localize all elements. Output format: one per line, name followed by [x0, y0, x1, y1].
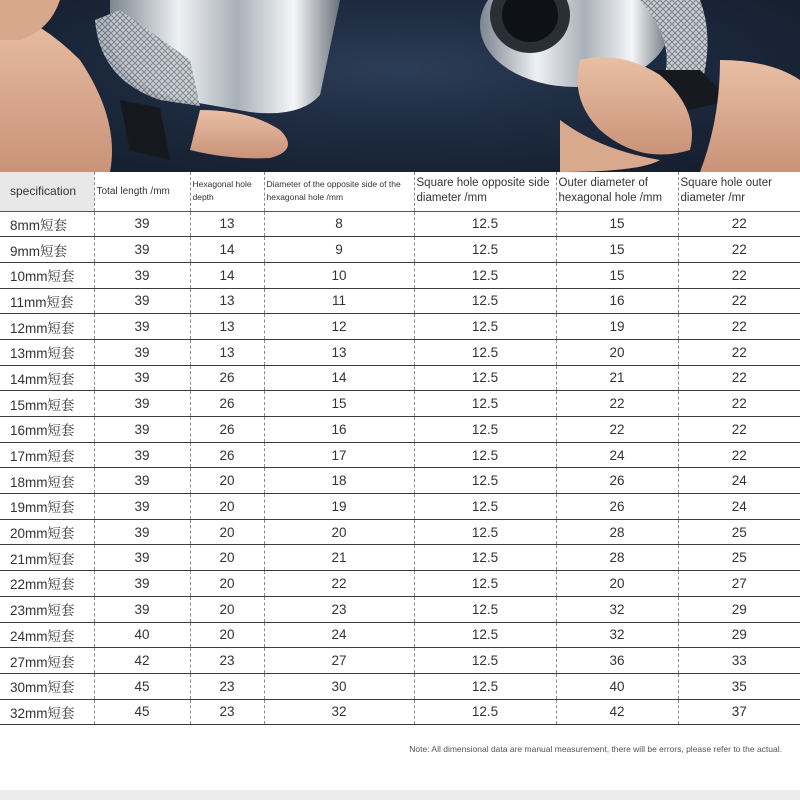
- cell-spec: 14mm短套: [0, 365, 94, 391]
- cell-square-opposite: 12.5: [414, 339, 556, 365]
- cell-square-opposite: 12.5: [414, 262, 556, 288]
- cell-hex-opposite: 10: [264, 262, 414, 288]
- cell-hex-depth: 20: [190, 596, 264, 622]
- table-row: [0, 417, 800, 443]
- table-header: [0, 172, 800, 211]
- cell-square-opposite: 12.5: [414, 211, 556, 237]
- cell-total-length: 39: [94, 494, 190, 520]
- cell-spec: 32mm短套: [0, 699, 94, 725]
- cell-square-outer: 22: [678, 237, 800, 263]
- cell-total-length: 39: [94, 442, 190, 468]
- cell-hex-opposite: 14: [264, 365, 414, 391]
- table-row: [0, 571, 800, 597]
- cell-hex-outer: 42: [556, 699, 678, 725]
- cell-spec: 19mm短套: [0, 494, 94, 520]
- table-row: [0, 288, 800, 314]
- cell-square-outer: 25: [678, 545, 800, 571]
- table-row: [0, 545, 800, 571]
- cell-hex-outer: 32: [556, 596, 678, 622]
- cell-square-outer: 22: [678, 442, 800, 468]
- cell-spec: 9mm短套: [0, 237, 94, 263]
- cell-hex-outer: 28: [556, 519, 678, 545]
- cell-hex-outer: 26: [556, 494, 678, 520]
- cell-hex-outer: 24: [556, 442, 678, 468]
- cell-hex-depth: 23: [190, 699, 264, 725]
- cell-hex-opposite: 32: [264, 699, 414, 725]
- cell-hex-depth: 26: [190, 365, 264, 391]
- cell-hex-depth: 23: [190, 673, 264, 699]
- cell-hex-outer: 36: [556, 648, 678, 674]
- cell-spec: 23mm短套: [0, 596, 94, 622]
- cell-square-opposite: 12.5: [414, 648, 556, 674]
- cell-hex-opposite: 17: [264, 442, 414, 468]
- specification-table-wrapper: [0, 172, 800, 725]
- cell-spec: 20mm短套: [0, 519, 94, 545]
- cell-hex-depth: 20: [190, 622, 264, 648]
- cell-spec: 8mm短套: [0, 211, 94, 237]
- cell-square-opposite: 12.5: [414, 237, 556, 263]
- cell-hex-depth: 20: [190, 519, 264, 545]
- cell-hex-outer: 40: [556, 673, 678, 699]
- cell-total-length: 39: [94, 314, 190, 340]
- cell-hex-depth: 20: [190, 545, 264, 571]
- cell-square-outer: 25: [678, 519, 800, 545]
- cell-hex-depth: 20: [190, 468, 264, 494]
- cell-square-opposite: 12.5: [414, 314, 556, 340]
- cell-hex-outer: 15: [556, 262, 678, 288]
- cell-square-outer: 24: [678, 468, 800, 494]
- cell-spec: 18mm短套: [0, 468, 94, 494]
- table-row: [0, 237, 800, 263]
- table-row: [0, 468, 800, 494]
- table-row: [0, 596, 800, 622]
- cell-hex-depth: 14: [190, 237, 264, 263]
- table-row: [0, 519, 800, 545]
- cell-hex-opposite: 30: [264, 673, 414, 699]
- cell-hex-opposite: 19: [264, 494, 414, 520]
- cell-square-outer: 37: [678, 699, 800, 725]
- cell-square-opposite: 12.5: [414, 519, 556, 545]
- header-square-outer-diameter: Square hole outer diameter /mr: [678, 172, 800, 211]
- cell-spec: 17mm短套: [0, 442, 94, 468]
- cell-total-length: 39: [94, 211, 190, 237]
- cell-spec: 11mm短套: [0, 288, 94, 314]
- cell-square-opposite: 12.5: [414, 571, 556, 597]
- cell-total-length: 39: [94, 391, 190, 417]
- header-total-length: Total length /mm: [94, 172, 190, 211]
- cell-hex-opposite: 20: [264, 519, 414, 545]
- table-row: [0, 622, 800, 648]
- cell-hex-opposite: 24: [264, 622, 414, 648]
- cell-square-opposite: 12.5: [414, 365, 556, 391]
- table-row: [0, 314, 800, 340]
- cell-hex-outer: 20: [556, 339, 678, 365]
- cell-hex-outer: 16: [556, 288, 678, 314]
- cell-hex-opposite: 23: [264, 596, 414, 622]
- cell-hex-outer: 19: [556, 314, 678, 340]
- cell-square-outer: 22: [678, 391, 800, 417]
- cell-hex-opposite: 21: [264, 545, 414, 571]
- cell-total-length: 39: [94, 417, 190, 443]
- table-row: [0, 442, 800, 468]
- cell-hex-depth: 13: [190, 314, 264, 340]
- cell-square-outer: 22: [678, 314, 800, 340]
- cell-hex-opposite: 16: [264, 417, 414, 443]
- header-specification: specification: [0, 172, 94, 211]
- cell-hex-opposite: 13: [264, 339, 414, 365]
- cell-square-opposite: 12.5: [414, 673, 556, 699]
- cell-square-opposite: 12.5: [414, 417, 556, 443]
- table-row: [0, 339, 800, 365]
- cell-hex-opposite: 9: [264, 237, 414, 263]
- cell-spec: 24mm短套: [0, 622, 94, 648]
- cell-spec: 30mm短套: [0, 673, 94, 699]
- cell-hex-outer: 15: [556, 211, 678, 237]
- cell-total-length: 39: [94, 365, 190, 391]
- cell-total-length: 39: [94, 545, 190, 571]
- cell-total-length: 39: [94, 339, 190, 365]
- cell-hex-outer: 32: [556, 622, 678, 648]
- cell-hex-outer: 22: [556, 417, 678, 443]
- cell-square-outer: 24: [678, 494, 800, 520]
- cell-hex-depth: 20: [190, 494, 264, 520]
- table-row: [0, 648, 800, 674]
- cell-hex-depth: 26: [190, 391, 264, 417]
- table-row: [0, 494, 800, 520]
- cell-square-opposite: 12.5: [414, 545, 556, 571]
- cell-total-length: 39: [94, 288, 190, 314]
- cell-hex-depth: 26: [190, 442, 264, 468]
- cell-square-opposite: 12.5: [414, 468, 556, 494]
- header-hex-outer-diameter: Outer diameter of hexagonal hole /mm: [556, 172, 678, 211]
- cell-square-opposite: 12.5: [414, 596, 556, 622]
- cell-hex-opposite: 11: [264, 288, 414, 314]
- table-row: [0, 365, 800, 391]
- cell-total-length: 40: [94, 622, 190, 648]
- cell-square-opposite: 12.5: [414, 494, 556, 520]
- measurement-note: Note: All dimensional data are manual measurement, there will be errors, please refer to the actual.: [409, 744, 782, 754]
- cell-square-outer: 35: [678, 673, 800, 699]
- socket-photo-illustration: [0, 0, 800, 172]
- cell-square-outer: 29: [678, 596, 800, 622]
- cell-hex-outer: 26: [556, 468, 678, 494]
- cell-square-outer: 22: [678, 365, 800, 391]
- cell-hex-outer: 28: [556, 545, 678, 571]
- cell-spec: 22mm短套: [0, 571, 94, 597]
- cell-square-opposite: 12.5: [414, 699, 556, 725]
- specification-table: [0, 172, 800, 725]
- cell-square-opposite: 12.5: [414, 288, 556, 314]
- table-row: [0, 262, 800, 288]
- cell-hex-depth: 14: [190, 262, 264, 288]
- header-hex-opposite-side-diameter: Diameter of the opposite side of the hexagonal hole /mm: [264, 172, 414, 211]
- cell-hex-opposite: 27: [264, 648, 414, 674]
- cell-total-length: 39: [94, 237, 190, 263]
- product-photo: [0, 0, 800, 172]
- cell-square-opposite: 12.5: [414, 622, 556, 648]
- cell-spec: 13mm短套: [0, 339, 94, 365]
- cell-total-length: 39: [94, 468, 190, 494]
- cell-spec: 27mm短套: [0, 648, 94, 674]
- cell-square-outer: 33: [678, 648, 800, 674]
- cell-hex-depth: 13: [190, 288, 264, 314]
- bottom-strip: [0, 790, 800, 800]
- table-row: [0, 211, 800, 237]
- cell-hex-outer: 15: [556, 237, 678, 263]
- cell-total-length: 39: [94, 571, 190, 597]
- cell-spec: 21mm短套: [0, 545, 94, 571]
- cell-hex-opposite: 18: [264, 468, 414, 494]
- header-row: [0, 172, 800, 211]
- cell-spec: 10mm短套: [0, 262, 94, 288]
- cell-square-outer: 27: [678, 571, 800, 597]
- cell-spec: 16mm短套: [0, 417, 94, 443]
- table-row: [0, 391, 800, 417]
- cell-hex-depth: 26: [190, 417, 264, 443]
- table-body: [0, 211, 800, 725]
- cell-total-length: 42: [94, 648, 190, 674]
- cell-hex-outer: 22: [556, 391, 678, 417]
- cell-hex-depth: 23: [190, 648, 264, 674]
- cell-hex-outer: 20: [556, 571, 678, 597]
- cell-square-opposite: 12.5: [414, 391, 556, 417]
- cell-spec: 12mm短套: [0, 314, 94, 340]
- cell-hex-opposite: 8: [264, 211, 414, 237]
- cell-hex-opposite: 12: [264, 314, 414, 340]
- cell-hex-outer: 21: [556, 365, 678, 391]
- cell-spec: 15mm短套: [0, 391, 94, 417]
- cell-total-length: 39: [94, 262, 190, 288]
- table-row: [0, 673, 800, 699]
- header-hexagonal-hole-depth: Hexagonal hole depth: [190, 172, 264, 211]
- cell-square-opposite: 12.5: [414, 442, 556, 468]
- cell-total-length: 39: [94, 596, 190, 622]
- cell-hex-depth: 13: [190, 339, 264, 365]
- table-row: [0, 699, 800, 725]
- cell-hex-depth: 13: [190, 211, 264, 237]
- cell-hex-opposite: 15: [264, 391, 414, 417]
- cell-total-length: 45: [94, 699, 190, 725]
- cell-square-outer: 22: [678, 417, 800, 443]
- cell-total-length: 39: [94, 519, 190, 545]
- cell-total-length: 45: [94, 673, 190, 699]
- cell-hex-depth: 20: [190, 571, 264, 597]
- cell-square-outer: 22: [678, 339, 800, 365]
- cell-square-outer: 22: [678, 262, 800, 288]
- cell-square-outer: 22: [678, 211, 800, 237]
- cell-square-outer: 22: [678, 288, 800, 314]
- header-square-hole-opposite-side: Square hole opposite side diameter /mm: [414, 172, 556, 211]
- cell-hex-opposite: 22: [264, 571, 414, 597]
- cell-square-outer: 29: [678, 622, 800, 648]
